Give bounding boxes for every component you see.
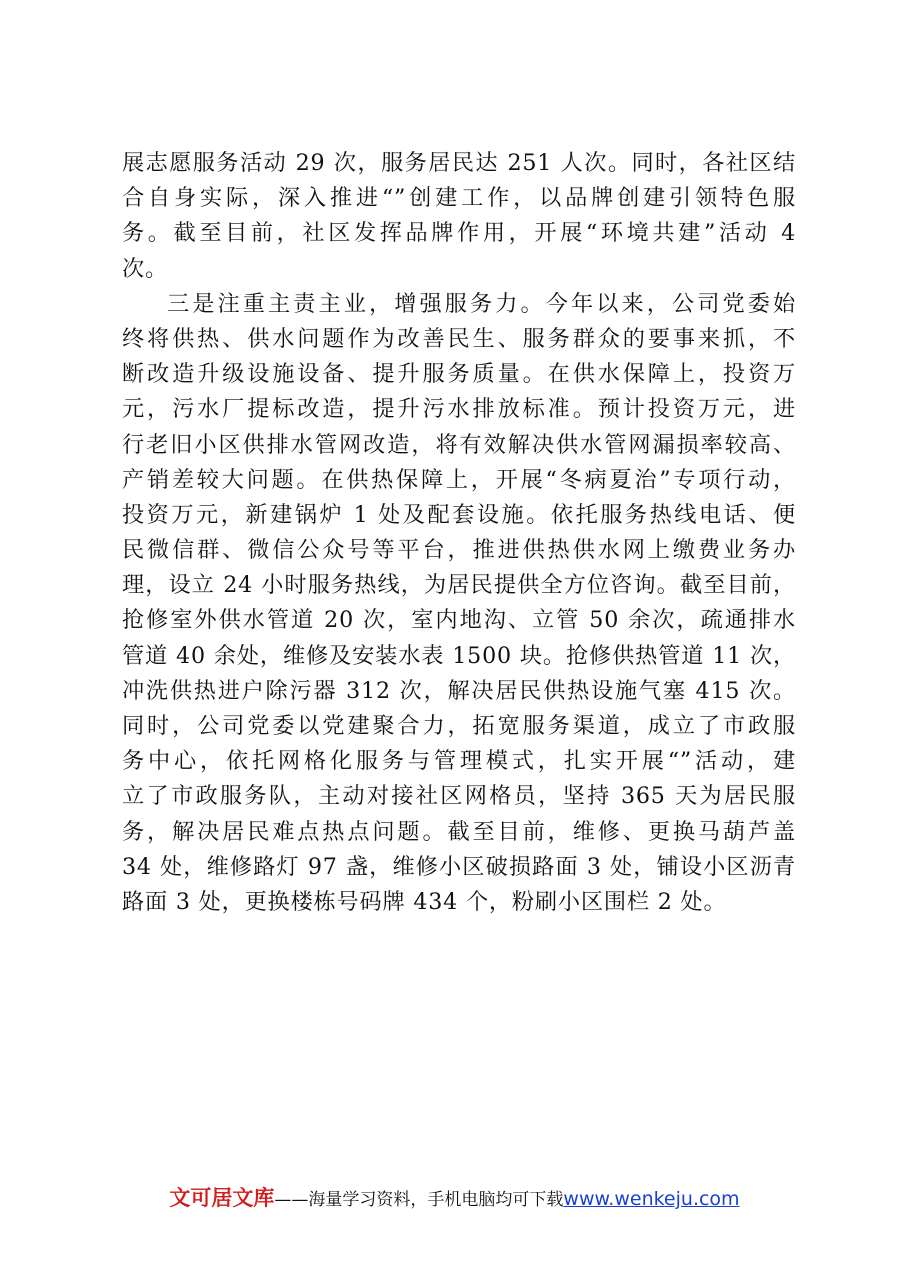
body-line: 次。 xyxy=(122,255,168,282)
body-line: 终将供热、供水问题作为改善民生、服务群众的要事来抓，不 xyxy=(122,325,796,352)
body-line: 元，污水厂提标改造，提升污水排放标准。预计投资万元，进 xyxy=(122,396,796,423)
body-line: 产销差较大问题。在供热保障上，开展“冬病夏治”专项行动， xyxy=(122,466,796,493)
body-line: 行老旧小区供排水管网改造，将有效解决供水管网漏损率较高、 xyxy=(122,431,796,458)
body-line: 理，设立 24 小时服务热线，为居民提供全方位咨询。截至目前， xyxy=(122,572,796,599)
paragraph-start-line: 三是注重主责主业，增强服务力。今年以来，公司党委始 xyxy=(167,290,796,317)
brand-name: 文可居文库 xyxy=(169,1186,275,1210)
footer-banner xyxy=(0,1182,909,1212)
body-line: 管道 40 余处，维修及安装水表 1500 块。抢修供热管道 11 次， xyxy=(122,642,796,669)
website-link[interactable]: www.wenkeju.com xyxy=(563,1188,740,1210)
body-line: 抢修室外供水管道 20 次，室内地沟、立管 50 余次，疏通排水 xyxy=(122,607,796,634)
body-line: 路面 3 处，更换楼栋号码牌 434 个，粉刷小区围栏 2 处。 xyxy=(122,888,727,915)
body-line: 断改造升级设施设备、提升服务质量。在供水保障上，投资万 xyxy=(122,361,796,388)
footer-tagline: ——海量学习资料，手机电脑均可下载 xyxy=(274,1190,564,1210)
body-line: 民微信群、微信公众号等平台，推进供热供水网上缴费业务办 xyxy=(122,537,796,564)
document-body xyxy=(122,146,796,920)
body-line: 务。截至目前，社区发挥品牌作用，开展“环境共建”活动 4 xyxy=(122,220,796,247)
body-line: 34 处，维修路灯 97 盏，维修小区破损路面 3 处，铺设小区沥青 xyxy=(122,853,796,880)
body-line: 冲洗供热进户除污器 312 次，解决居民供热设施气塞 415 次。 xyxy=(122,677,796,704)
body-line: 合自身实际，深入推进“”创建工作，以品牌创建引领特色服 xyxy=(122,185,796,212)
body-line: 展志愿服务活动 29 次，服务居民达 251 人次。同时，各社区结 xyxy=(122,150,796,176)
body-line: 务，解决居民难点热点问题。截至目前，维修、更换马葫芦盖 xyxy=(122,818,796,845)
body-line: 立了市政服务队，主动对接社区网格员，坚持 365 天为居民服 xyxy=(122,783,796,810)
body-line: 投资万元，新建锅炉 1 处及配套设施。依托服务热线电话、便 xyxy=(122,501,796,528)
body-line: 务中心，依托网格化服务与管理模式，扎实开展“”活动，建 xyxy=(122,748,796,775)
body-line: 同时，公司党委以党建聚合力，拓宽服务渠道，成立了市政服 xyxy=(122,713,796,739)
